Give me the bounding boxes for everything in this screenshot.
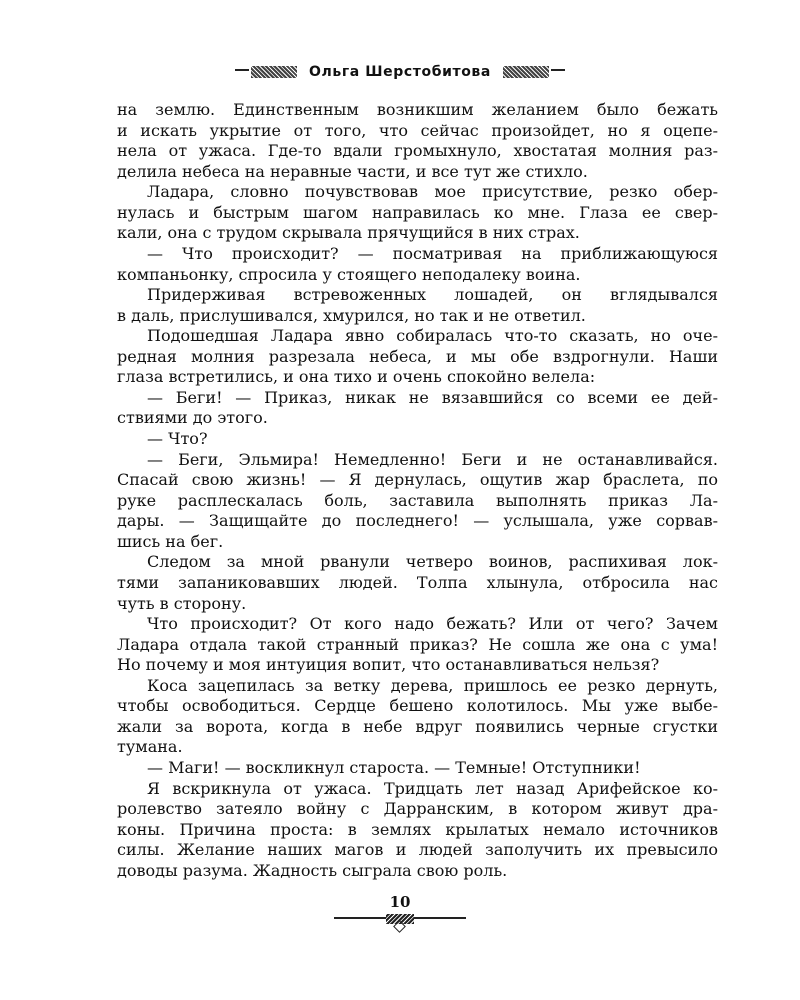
text-line: шись на бег. [117,531,224,551]
text-line: Ладара, словно почувствовав мое присутствие, резко обер- [147,182,718,202]
text-line: Придерживая встревоженных лошадей, он вглядывался [147,285,718,305]
text-line: Коса зацепилась за ветку дерева, пришлось ее резко дернуть, [147,675,718,695]
page-number: 10 [389,893,411,911]
text-line: на землю. Единственным возникшим желанием было бежать [117,100,718,119]
text-line: в даль, прислушивался, хмурился, но так и не ответил. [117,305,586,325]
text-line: тями запаниковавших людей. Толпа хлынула, отбросила нас [117,572,718,592]
text-line: чуть в сторону. [117,593,247,613]
text-line: доводы разума. Жадность сыграла свою роль. [117,860,508,880]
text-line: — Беги! — Приказ, никак не вязавшийся со всеми ее дей- [147,387,718,407]
header-ornament-left-icon [235,66,297,78]
text-line: компаньонку, спросила у стоящего неподалеку воина. [117,264,581,284]
text-line: Следом за мной рванули четверо воинов, распихивая лок- [147,552,718,572]
text-line: нулась и быстрым шагом направилась ко мне. Глаза ее свер- [117,202,718,222]
text-line: Но почему и моя интуиция вопит, что останавливаться нельзя? [117,655,660,675]
text-line: нела от ужаса. Где-то вдали громыхнуло, хвостатая молния раз- [117,141,718,161]
text-line: и искать укрытие от того, что сейчас произойдет, но я оцепе- [117,120,718,140]
body-text [117,100,718,881]
text-line: тумана. [117,737,183,757]
text-line: кали, она с трудом скрывала прячущийся в них страх. [117,223,580,243]
text-line: Что происходит? От кого надо бежать? Или от чего? Зачем [147,614,718,634]
header-ornament-right-icon [503,66,565,78]
page-footer [0,893,800,928]
text-line: силы. Желание наших магов и людей заполучить их превысило [117,840,718,860]
text-line: глаза встретились, и она тихо и очень спокойно велела: [117,367,596,387]
text-line: коны. Причина проста: в землях крылатых немало источников [117,819,718,839]
text-line: — Беги, Эльмира! Немедленно! Беги и не останавливайся. [147,449,718,469]
text-line: Спасай свою жизнь! — Я дернулась, ощутив жар браслета, по [117,470,718,490]
footer-ornament-icon [334,914,466,928]
text-line: редная молния разрезала небеса, и мы обе вздрогнули. Наши [117,346,718,366]
text-line: жали за ворота, когда в небе вдруг появились черные сгустки [117,716,718,736]
text-line: — Что? [147,429,208,448]
text-line: Ладара отдала такой странный приказ? Не сошла же она с ума! [117,634,718,654]
text-line: — Маги! — воскликнул староста. — Темные! Отступники! [147,758,641,777]
text-line: руке расплескалась боль, заставила выполнять приказ Ла- [117,490,718,510]
text-line: Я вскрикнула от ужаса. Тридцать лет назад Арифейское ко- [147,778,718,798]
text-line: делила небеса на неравные части, и все тут же стихло. [117,161,588,181]
text-line: ствиями до этого. [117,408,268,428]
header-author: Ольга Шерстобитова [309,64,491,80]
text-line: дары. — Защищайте до последнего! — услышала, уже сорвав- [117,511,718,531]
text-line: чтобы освободиться. Сердце бешено колотилось. Мы уже выбе- [117,696,718,716]
text-line: — Что происходит? — посматривая на приближающуюся [147,243,718,263]
running-header [0,64,800,80]
text-line: Подошедшая Ладара явно собиралась что-то сказать, но оче- [147,326,718,346]
text-line: ролевство затеяло войну с Дарранским, в котором живут дра- [117,799,718,819]
